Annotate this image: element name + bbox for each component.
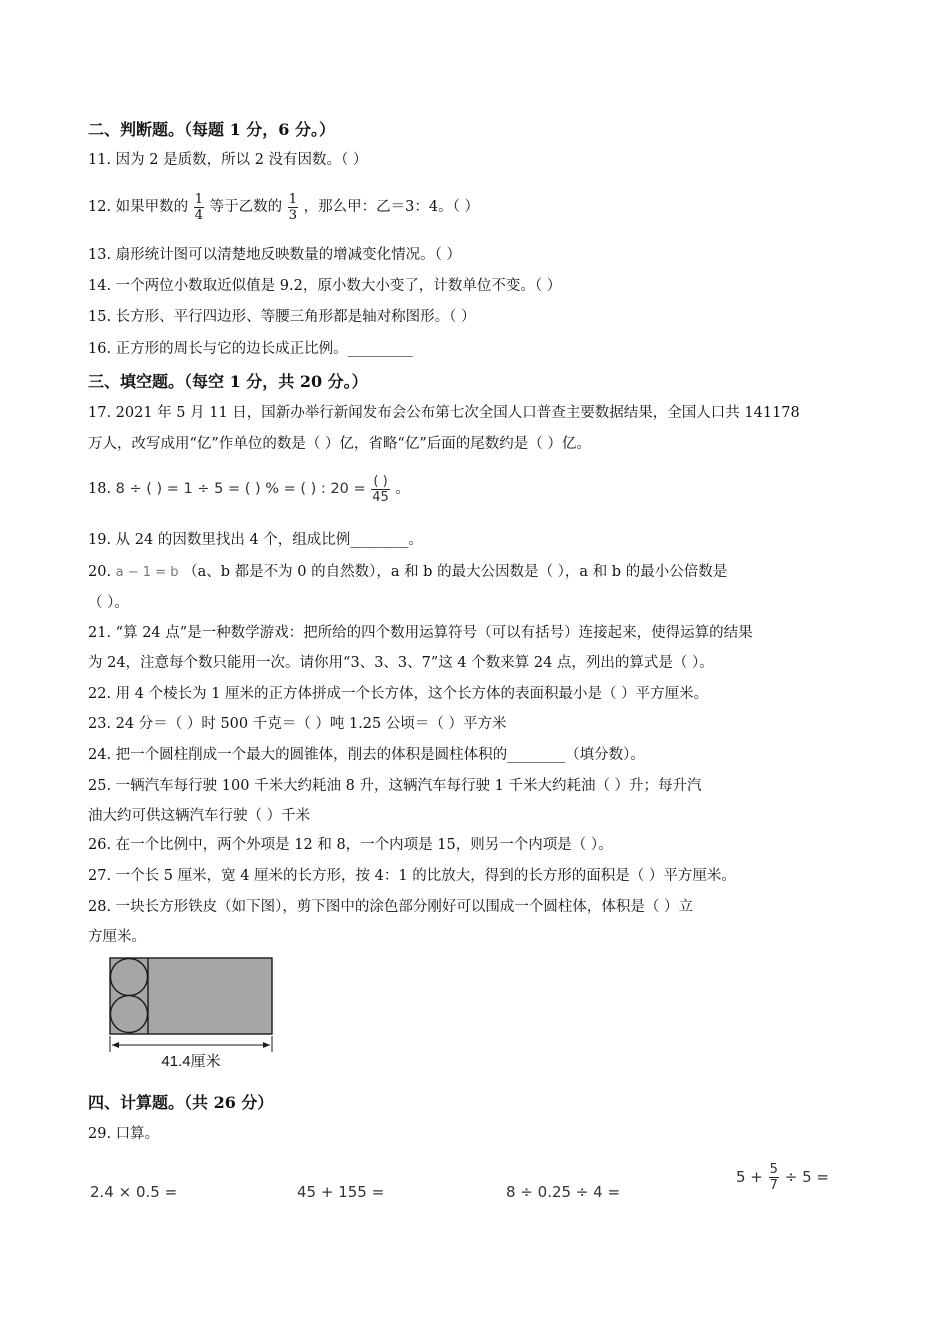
calc-expr-3: 8 ÷ 0.25 ÷ 4 = bbox=[506, 1183, 621, 1201]
calc-expr-2: 45 + 155 = bbox=[297, 1183, 385, 1201]
section-3-heading: 三、填空题。（每空 1 分，共 20 分。） bbox=[88, 372, 368, 391]
question-25-line-2: 油大约可供这辆汽车行驶（ ）千米 bbox=[88, 808, 311, 824]
question-18 bbox=[88, 463, 410, 515]
question-16: 16. 正方形的周长与它的边长成正比例。_________ bbox=[88, 341, 413, 357]
q18-expression: 8 ÷ ( ) = 1 ÷ 5 = ( ) % = ( ) : 20 = bbox=[115, 481, 366, 497]
question-17-line-2: 万人，改写成用“亿”作单位的数是（ ）亿，省略“亿”后面的尾数约是（ ）亿。 bbox=[88, 436, 591, 452]
fraction-one-third: $\frac{1}{3}$ bbox=[288, 191, 298, 223]
question-21-line-1: 21. “算 24 点”是一种数学游戏：把所给的四个数用运算符号（可以有括号）连接起来，使得运算的结果 bbox=[88, 625, 753, 641]
calc-expr-4-b: ÷ 5 = bbox=[784, 1168, 829, 1186]
question-12 bbox=[88, 184, 479, 230]
dim-label: 41.4厘米 bbox=[161, 1053, 221, 1070]
question-15: 15. 长方形、平行四边形、等腰三角形都是轴对称图形。（ ） bbox=[88, 309, 476, 325]
iron-sheet-figure bbox=[103, 952, 283, 1070]
question-23: 23. 24 分＝（ ）时 500 千克＝（ ）吨 1.25 公顷＝（ ）平方米 bbox=[88, 716, 507, 732]
question-21-line-2: 为 24，注意每个数只能用一次。请你用“3、3、3、7”这 4 个数来算 24 点，列出的算式是（ ）。 bbox=[88, 655, 714, 671]
question-19: 19. 从 24 的因数里找出 4 个，组成比例________。 bbox=[88, 532, 423, 548]
question-28-line-2: 方厘米。 bbox=[88, 929, 146, 945]
section-2-heading: 二、判断题。（每题 1 分，6 分。） bbox=[88, 120, 335, 139]
fraction-five-sevenths: $\frac{5}{7}$ bbox=[769, 1162, 778, 1193]
fraction-one-quarter: $\frac{1}{4}$ bbox=[194, 191, 204, 223]
calc-expr-1: 2.4 × 0.5 = bbox=[90, 1183, 178, 1201]
calc-expr-4 bbox=[736, 1152, 829, 1202]
q18-fraction: $\frac{( )}{45}$ bbox=[372, 473, 389, 505]
question-22: 22. 用 4 个棱长为 1 厘米的正方体拼成一个长方体，这个长方体的表面积最小是（ ）平方厘米。 bbox=[88, 686, 709, 702]
q12-text-a: 12. 如果甲数的 bbox=[88, 199, 189, 215]
q12-text-c: ，那么甲：乙＝3：4。（ ） bbox=[303, 199, 479, 215]
dim-arrow-left bbox=[112, 1042, 119, 1048]
question-14: 14. 一个两位小数取近似值是 9.2，原小数大小变了，计数单位不变。（ ） bbox=[88, 278, 562, 294]
circle-bottom bbox=[111, 996, 148, 1033]
section-4-heading: 四、计算题。（共 26 分） bbox=[88, 1093, 274, 1112]
question-20-line-2: （ ）。 bbox=[88, 595, 129, 611]
q20-text: （a、b 都是不为 0 的自然数），a 和 b 的最大公因数是（ ），a 和 b 的最小公倍数是 bbox=[183, 564, 728, 580]
question-20-line-1 bbox=[88, 562, 727, 583]
question-26: 26. 在一个比例中，两个外项是 12 和 8，一个内项是 15，则另一个内项是（ ）。 bbox=[88, 837, 613, 853]
circle-top bbox=[111, 959, 148, 996]
question-13: 13. 扇形统计图可以清楚地反映数量的增减变化情况。（ ） bbox=[88, 247, 462, 263]
question-29: 29. 口算。 bbox=[88, 1126, 160, 1142]
question-28-line-1: 28. 一块长方形铁皮（如下图），剪下图中的涂色部分刚好可以围成一个圆柱体，体积是（ ）立 bbox=[88, 899, 694, 915]
q12-text-b: 等于乙数的 bbox=[209, 199, 283, 215]
question-24: 24. 把一个圆柱削成一个最大的圆锥体，削去的体积是圆柱体积的________（填分数）。 bbox=[88, 747, 645, 763]
calc-expr-4-a: 5 + bbox=[736, 1168, 763, 1186]
question-11: 11. 因为 2 是质数，所以 2 没有因数。（ ） bbox=[88, 152, 368, 168]
question-25-line-1: 25. 一辆汽车每行驶 100 千米大约耗油 8 升，这辆汽车每行驶 1 千米大约耗油（ ）升；每升汽 bbox=[88, 778, 702, 794]
question-17-line-1: 17. 2021 年 5 月 11 日，国新办举行新闻发布会公布第七次全国人口普查主要数据结果，全国人口共 141178 bbox=[88, 405, 800, 421]
q20-expression: a − 1 = b bbox=[115, 565, 179, 580]
q18-number: 18. bbox=[88, 481, 112, 497]
dim-arrow-right bbox=[263, 1042, 270, 1048]
q18-end: 。 bbox=[395, 481, 410, 497]
q20-number: 20. bbox=[88, 564, 112, 580]
question-27: 27. 一个长 5 厘米，宽 4 厘米的长方形，按 4：1 的比放大，得到的长方形的面积是（ ）平方厘米。 bbox=[88, 868, 736, 884]
